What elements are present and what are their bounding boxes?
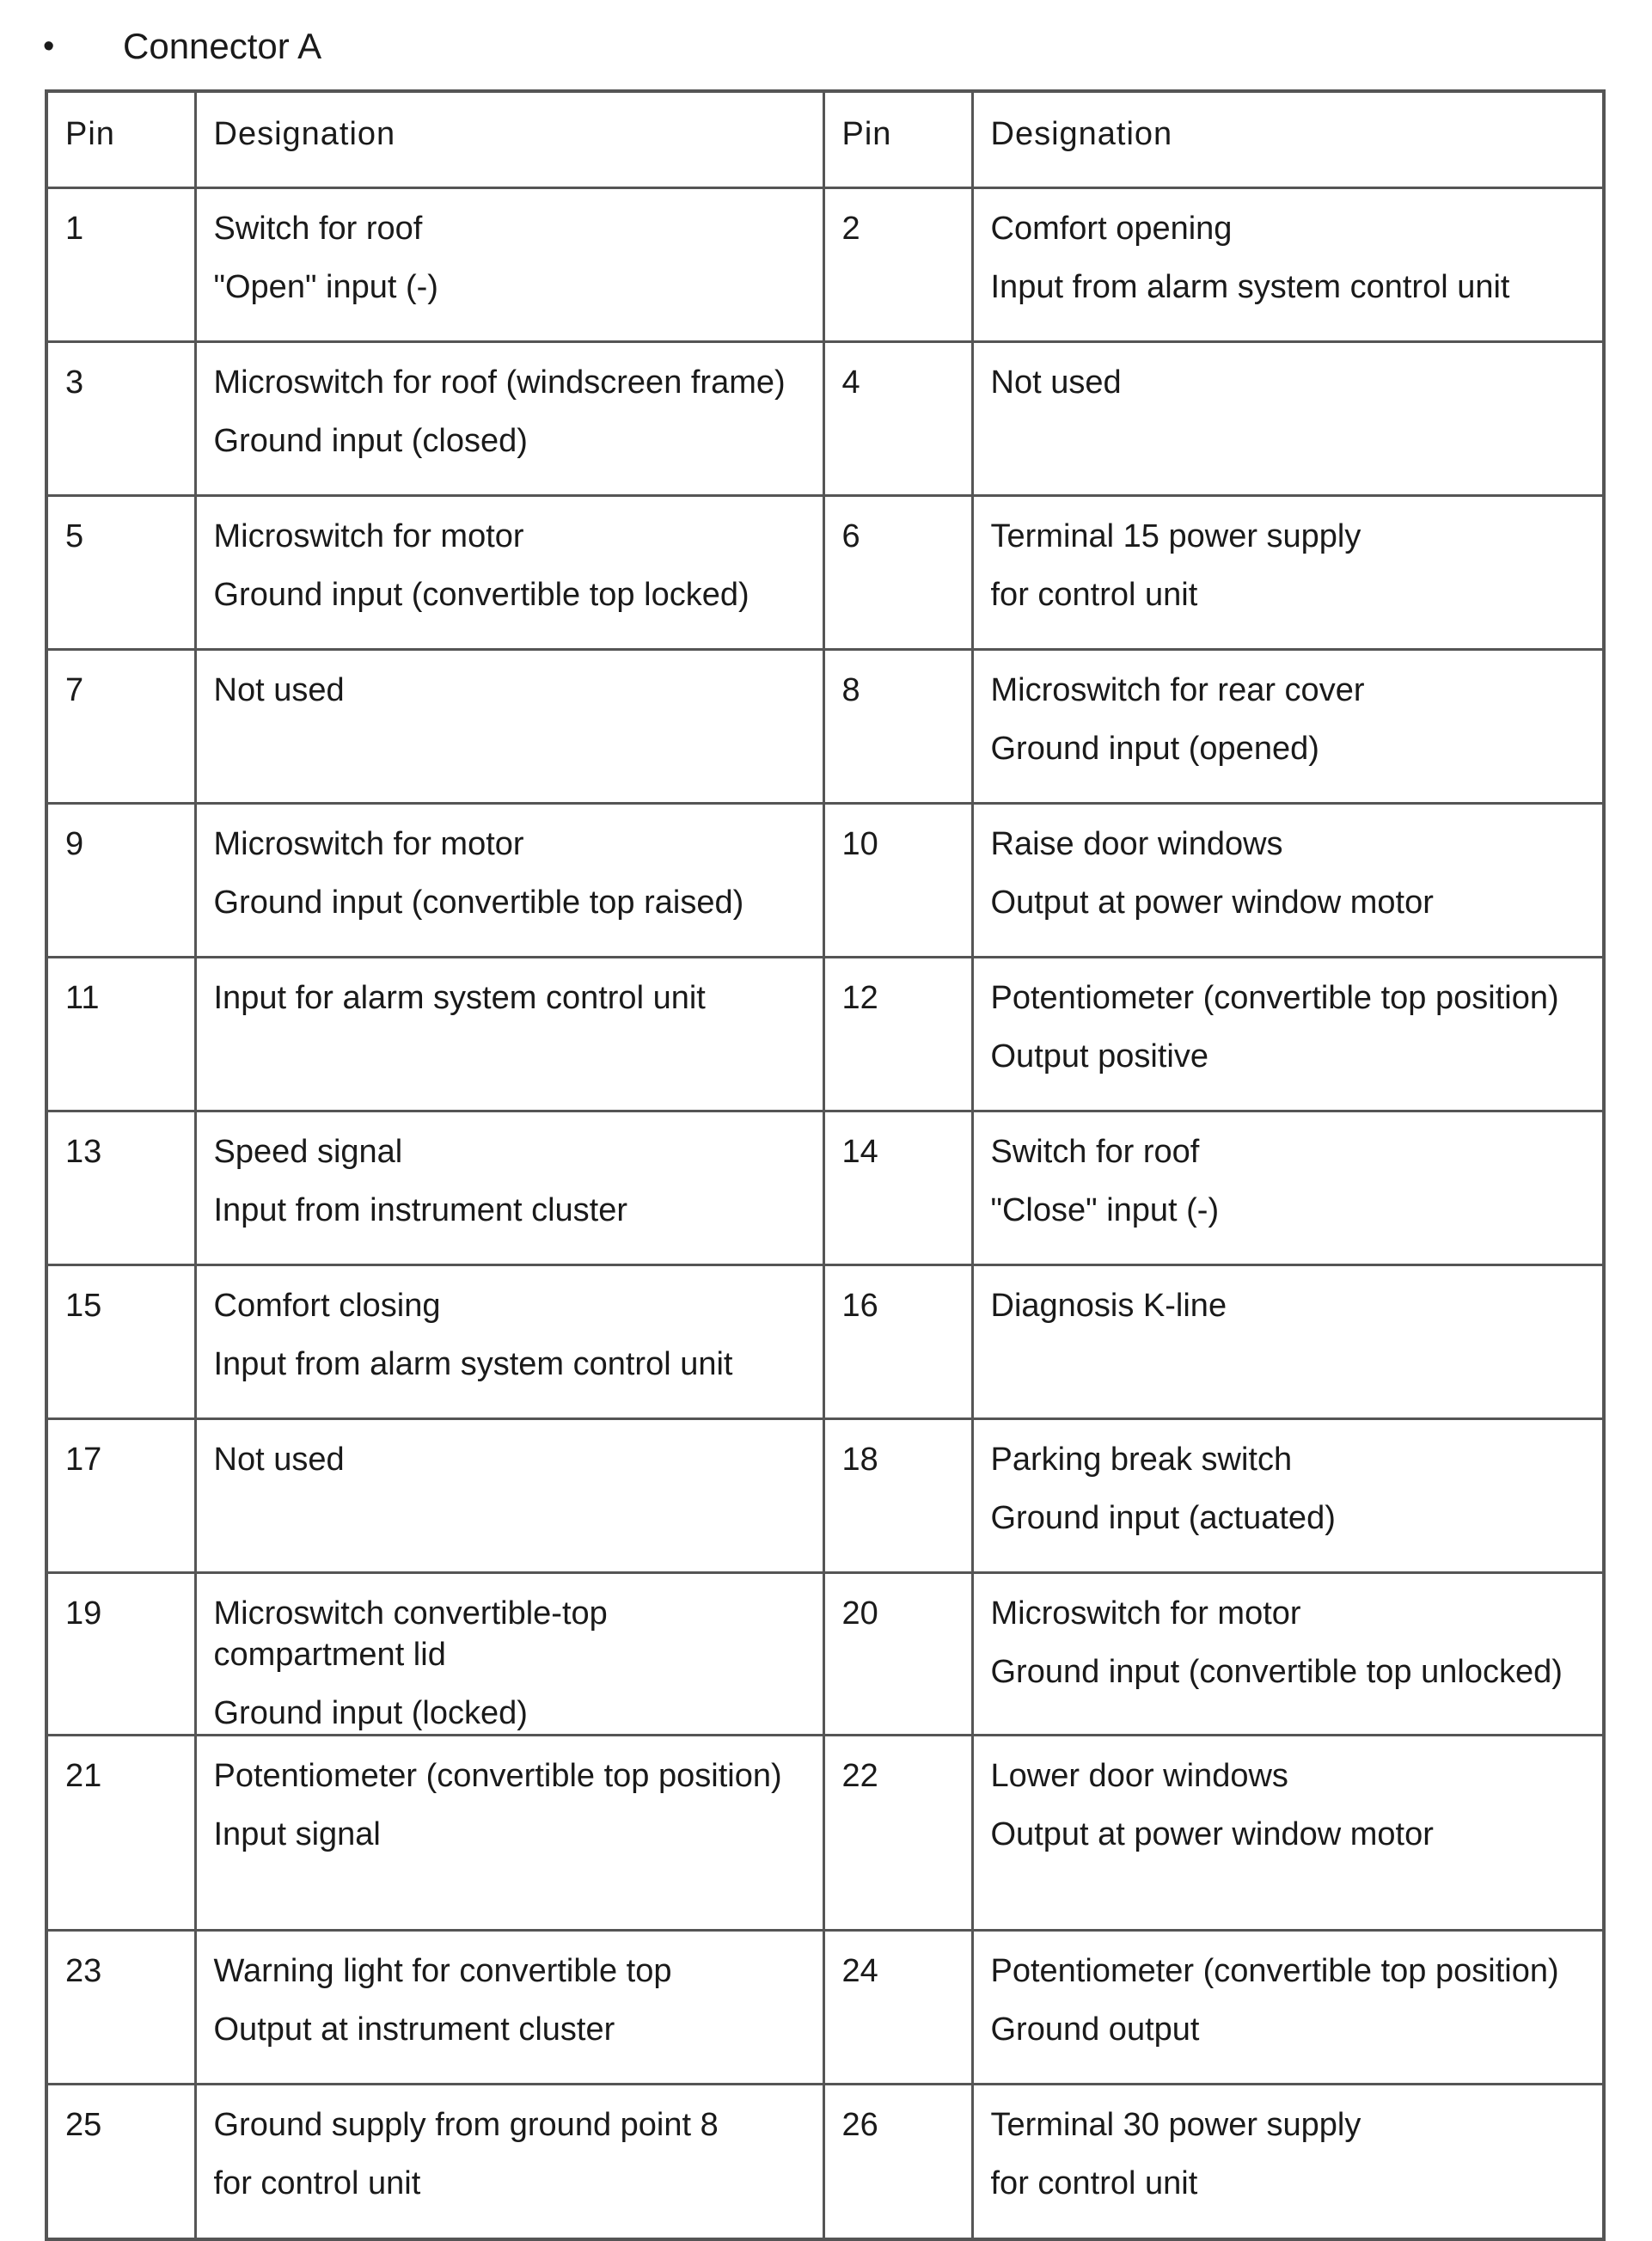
pin-number: 2 [823, 187, 972, 341]
table-body [46, 187, 1604, 2239]
table-row [46, 803, 1604, 957]
designation-line: Output at power window motor [990, 884, 1434, 921]
pin-designation [972, 1735, 1604, 1930]
designation-line: for control unit [213, 2164, 421, 2201]
pin-number: 14 [823, 1111, 972, 1264]
pin-designation [972, 187, 1604, 341]
pin-number: 10 [823, 803, 972, 957]
pin-number: 7 [46, 649, 195, 803]
table-row [46, 957, 1604, 1111]
pin-designation [972, 1418, 1604, 1572]
table-row [46, 1418, 1604, 1572]
pin-designation [195, 1930, 823, 2084]
designation-line: Input from instrument cluster [213, 1191, 628, 1228]
column-header-pin: Pin [823, 91, 972, 187]
pin-number: 16 [823, 1264, 972, 1418]
pin-number: 24 [823, 1930, 972, 2084]
designation-line: Ground input (convertible top unlocked) [990, 1653, 1563, 1690]
designation-line: Output at power window motor [990, 1815, 1434, 1852]
designation-line: Input from alarm system control unit [213, 1345, 733, 1382]
connector-pin-table [45, 89, 1606, 2241]
pin-number: 12 [823, 957, 972, 1111]
pin-designation [972, 1930, 1604, 2084]
table-row [46, 1111, 1604, 1264]
designation-line: Output at instrument cluster [213, 2011, 615, 2048]
designation-line: Ground input (convertible top raised) [213, 884, 744, 921]
pin-number: 20 [823, 1572, 972, 1735]
pin-number: 17 [46, 1418, 195, 1572]
pin-number: 21 [46, 1735, 195, 1930]
column-header-designation: Designation [972, 91, 1604, 187]
designation-line: Input signal [213, 1815, 381, 1852]
designation-line: Terminal 30 power supply [990, 2106, 1361, 2143]
section-heading [43, 19, 321, 74]
pin-number: 26 [823, 2084, 972, 2239]
designation-line: Ground supply from ground point 8 [213, 2106, 719, 2143]
pin-number: 3 [46, 341, 195, 495]
pin-designation [972, 495, 1604, 649]
pin-number: 5 [46, 495, 195, 649]
pin-number: 8 [823, 649, 972, 803]
designation-line: Raise door windows [990, 825, 1283, 862]
designation-line: Microswitch for rear cover [990, 671, 1365, 708]
designation-line: Output positive [990, 1038, 1208, 1075]
designation-line: Terminal 15 power supply [990, 517, 1361, 554]
pin-designation [195, 1264, 823, 1418]
designation-line: for control unit [990, 2164, 1198, 2201]
pin-number: 18 [823, 1418, 972, 1572]
pin-designation [972, 957, 1604, 1111]
designation-line: Microswitch for motor [990, 1595, 1301, 1632]
column-header-pin: Pin [46, 91, 195, 187]
pin-number: 19 [46, 1572, 195, 1735]
table-row [46, 649, 1604, 803]
designation-line: Switch for roof [213, 210, 423, 247]
designation-line: Ground input (closed) [213, 422, 528, 459]
designation-line: Microswitch for motor [213, 825, 524, 862]
pin-designation [972, 341, 1604, 495]
pin-designation [195, 495, 823, 649]
designation-line: Diagnosis K-line [990, 1287, 1227, 1324]
designation-line: Warning light for convertible top [213, 1952, 672, 1989]
designation-line: Comfort closing [213, 1287, 441, 1324]
pin-designation [195, 1735, 823, 1930]
pin-number: 4 [823, 341, 972, 495]
designation-line: Lower door windows [990, 1757, 1288, 1794]
pin-number: 9 [46, 803, 195, 957]
pin-designation [195, 649, 823, 803]
designation-line: Microswitch convertible-top compartment lid [213, 1595, 608, 1673]
section-title: Connector A [123, 26, 322, 66]
pin-designation [972, 803, 1604, 957]
table-row [46, 341, 1604, 495]
pin-designation [195, 1418, 823, 1572]
pin-number: 23 [46, 1930, 195, 2084]
pin-designation [972, 1111, 1604, 1264]
designation-line: Ground input (opened) [990, 730, 1319, 767]
pin-designation [195, 187, 823, 341]
designation-line: Microswitch for roof (windscreen frame) [213, 364, 786, 401]
designation-line: Input from alarm system control unit [990, 268, 1510, 305]
pin-number: 22 [823, 1735, 972, 1930]
designation-line: Not used [213, 1441, 345, 1478]
table-row [46, 2084, 1604, 2239]
designation-line: Potentiometer (convertible top position) [990, 1952, 1559, 1989]
pin-designation [195, 1572, 823, 1735]
table-header-row [46, 91, 1604, 187]
pin-designation [972, 1264, 1604, 1418]
designation-line: Ground input (convertible top locked) [213, 576, 750, 613]
designation-line: Parking break switch [990, 1441, 1293, 1478]
designation-line: "Open" input (-) [213, 268, 438, 305]
table-row [46, 495, 1604, 649]
designation-line: for control unit [990, 576, 1198, 613]
designation-line: Ground input (actuated) [990, 1499, 1336, 1536]
pin-designation [195, 803, 823, 957]
designation-line: Ground output [990, 2011, 1200, 2048]
pin-designation [972, 1572, 1604, 1735]
table-row [46, 1264, 1604, 1418]
designation-line: Potentiometer (convertible top position) [213, 1757, 782, 1794]
table-row [46, 1572, 1604, 1735]
designation-line: Not used [213, 671, 345, 708]
table-row [46, 1930, 1604, 2084]
pin-number: 1 [46, 187, 195, 341]
pin-number: 11 [46, 957, 195, 1111]
designation-line: Comfort opening [990, 210, 1233, 247]
designation-line: Speed signal [213, 1133, 403, 1170]
designation-line: Ground input (locked) [213, 1694, 528, 1731]
table-row [46, 1735, 1604, 1930]
designation-line: Not used [990, 364, 1122, 401]
pin-designation [195, 1111, 823, 1264]
designation-line: Potentiometer (convertible top position) [990, 979, 1559, 1016]
designation-line: Input for alarm system control unit [213, 979, 706, 1016]
pin-number: 6 [823, 495, 972, 649]
designation-line: Microswitch for motor [213, 517, 524, 554]
table-row [46, 187, 1604, 341]
designation-line: "Close" input (-) [990, 1191, 1220, 1228]
pin-designation [195, 957, 823, 1111]
pin-number: 25 [46, 2084, 195, 2239]
pin-designation [195, 2084, 823, 2239]
column-header-designation: Designation [195, 91, 823, 187]
pin-number: 15 [46, 1264, 195, 1418]
bullet-icon: • [43, 28, 55, 64]
pin-designation [195, 341, 823, 495]
pin-designation [972, 649, 1604, 803]
pin-designation [972, 2084, 1604, 2239]
pin-number: 13 [46, 1111, 195, 1264]
designation-line: Switch for roof [990, 1133, 1200, 1170]
